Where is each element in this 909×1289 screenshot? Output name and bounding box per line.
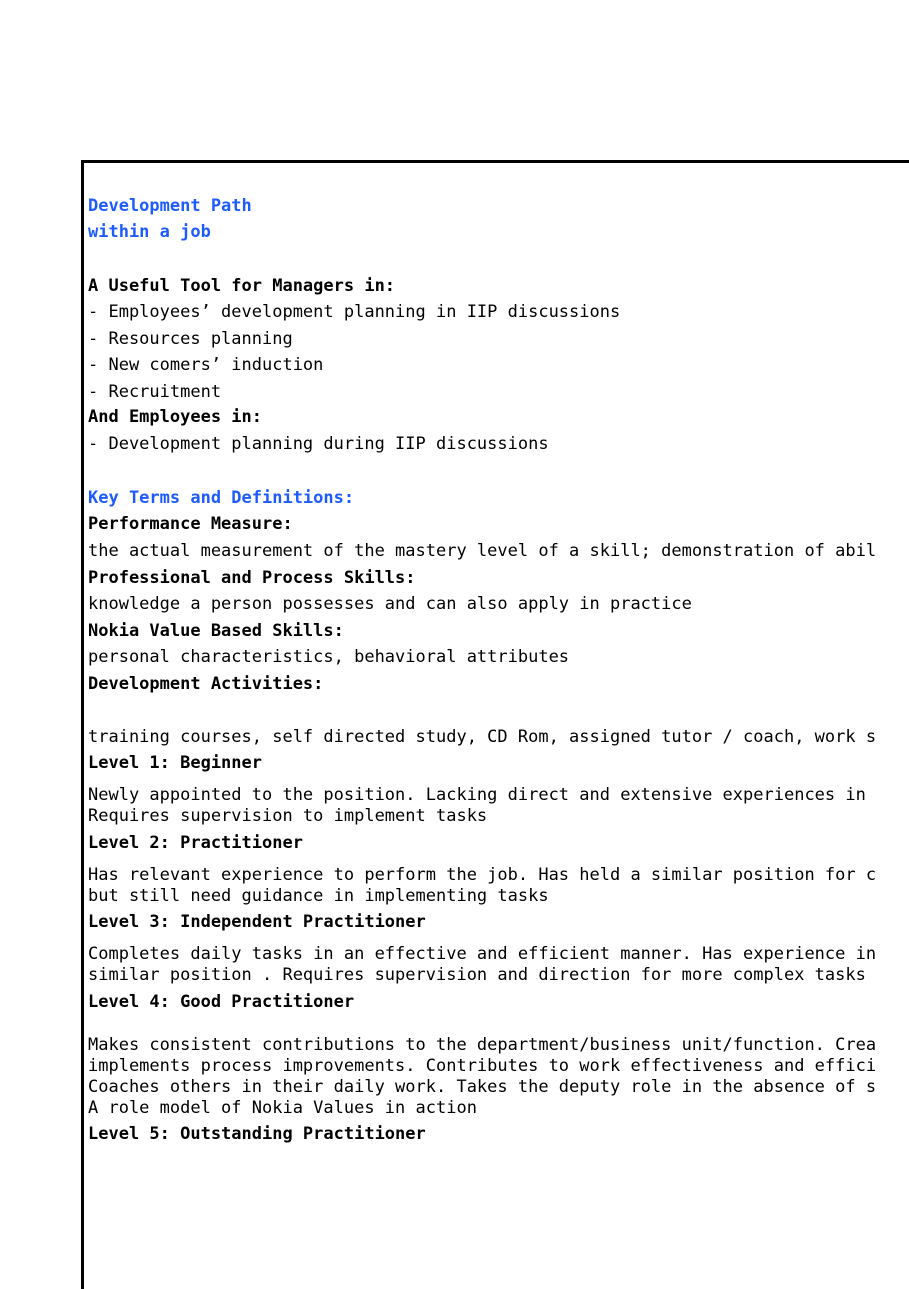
level-4-text: Makes consistent contributions to the department/business unit/function. Crea: [88, 1035, 877, 1055]
activities-label: Development Activities:: [88, 674, 324, 694]
level-3-text: Completes daily tasks in an effective and efficient manner. Has experience in: [88, 944, 877, 964]
performance-label: Performance Measure:: [88, 514, 293, 534]
employees-heading: And Employees in:: [88, 407, 262, 427]
document-sheet: [81, 160, 909, 1289]
activities-text: training courses, self directed study, CD Rom, assigned tutor / coach, work s: [88, 727, 877, 747]
level-1-label: Level 1: Beginner: [88, 753, 262, 773]
managers-item: - Recruitment: [88, 382, 222, 402]
level-1-text: Requires supervision to implement tasks: [88, 806, 488, 826]
managers-item: - Employees’ development planning in IIP discussions: [88, 302, 621, 322]
level-2-text: but still need guidance in implementing tasks: [88, 886, 549, 906]
level-5-label: Level 5: Outstanding Practitioner: [88, 1124, 426, 1144]
managers-item: - Resources planning: [88, 329, 293, 349]
level-4-text: Coaches others in their daily work. Takes the deputy role in the absence of s: [88, 1077, 877, 1097]
level-4-label: Level 4: Good Practitioner: [88, 992, 355, 1012]
performance-text: the actual measurement of the mastery level of a skill; demonstration of abil: [88, 541, 877, 561]
managers-heading: A Useful Tool for Managers in:: [88, 276, 396, 296]
professional-label: Professional and Process Skills:: [88, 568, 416, 588]
professional-text: knowledge a person possesses and can also apply in practice: [88, 594, 692, 614]
level-4-text: implements process improvements. Contributes to work effectiveness and effici: [88, 1056, 877, 1076]
level-1-text: Newly appointed to the position. Lacking direct and extensive experiences in: [88, 785, 866, 805]
level-4-text: A role model of Nokia Values in action: [88, 1098, 477, 1118]
key-terms-heading: Key Terms and Definitions:: [88, 488, 355, 508]
doc-title-line2: within a job: [88, 222, 211, 242]
level-2-text: Has relevant experience to perform the job. Has held a similar position for c: [88, 865, 877, 885]
managers-item: - New comers’ induction: [88, 355, 324, 375]
level-2-label: Level 2: Practitioner: [88, 833, 303, 853]
doc-title-line1: Development Path: [88, 196, 252, 216]
employees-item: - Development planning during IIP discussions: [88, 434, 549, 454]
level-3-text: similar position . Requires supervision and direction for more complex tasks: [88, 965, 866, 985]
level-3-label: Level 3: Independent Practitioner: [88, 912, 426, 932]
nokia-values-text: personal characteristics, behavioral attributes: [88, 647, 570, 667]
nokia-values-label: Nokia Value Based Skills:: [88, 621, 344, 641]
